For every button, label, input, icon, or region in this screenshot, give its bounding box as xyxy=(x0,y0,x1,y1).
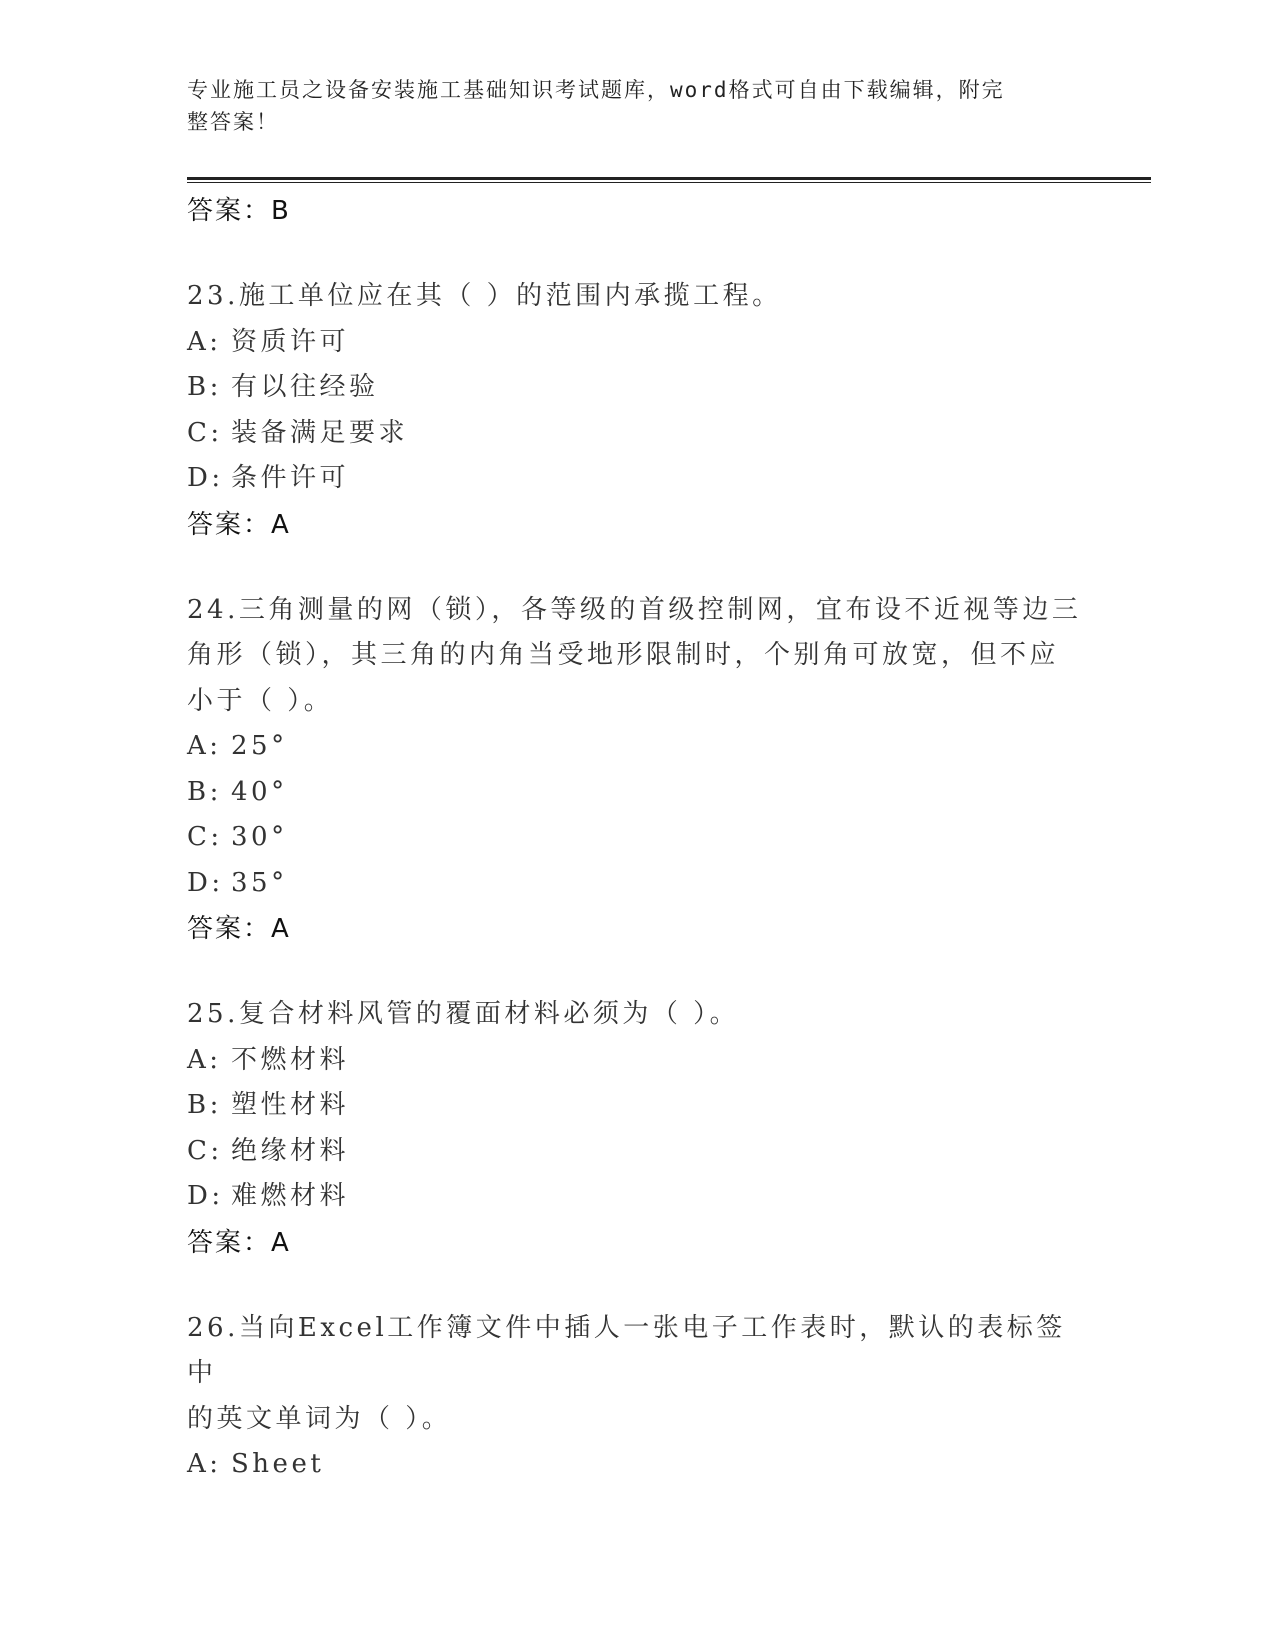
option-a xyxy=(187,1038,1087,1084)
answer-line: 答案：A xyxy=(187,914,291,944)
question-text xyxy=(187,588,1087,725)
question-text xyxy=(187,1306,1087,1443)
option-text: 35° xyxy=(231,867,288,898)
answer-line: 答案：A xyxy=(187,509,291,540)
option-b xyxy=(187,365,1087,411)
option-text: 条件许可 xyxy=(231,463,350,493)
question-24 xyxy=(187,588,1087,953)
header-divider-thin xyxy=(187,182,1151,183)
option-text: 40° xyxy=(231,776,288,807)
question-text-line: 角形（锁），其三角的内角当受地形限制时，个别角可放宽，但不应 xyxy=(187,640,1060,670)
option-b xyxy=(187,1083,1087,1129)
question-text-line: 23.施工单位应在其（ ）的范围内承揽工程。 xyxy=(187,281,782,311)
option-text: 资质许可 xyxy=(231,326,350,357)
option-a xyxy=(187,1442,1087,1488)
option-letter: A: xyxy=(187,731,222,761)
question-text-line: 25.复合材料风管的覆面材料必须为（ ）。 xyxy=(187,999,740,1029)
option-letter: A: xyxy=(187,1449,222,1479)
option-a xyxy=(187,320,1087,366)
question-text xyxy=(187,274,1087,320)
option-b xyxy=(187,770,1087,816)
question-text xyxy=(187,992,1087,1038)
question-text-line: 小于（ ）。 xyxy=(187,685,334,716)
option-c xyxy=(187,1129,1087,1175)
option-letter: B: xyxy=(187,1090,222,1120)
option-text: 装备满足要求 xyxy=(231,417,409,448)
option-text: 不燃材料 xyxy=(231,1044,350,1075)
document-header xyxy=(187,74,1067,138)
header-divider-thick xyxy=(187,177,1151,180)
option-letter: D: xyxy=(187,1181,224,1211)
option-letter: B: xyxy=(187,372,222,402)
option-letter: C: xyxy=(187,822,223,852)
header-line-1: 专业施工员之设备安装施工基础知识考试题库，word格式可自由下载编辑，附完 xyxy=(187,78,1005,102)
option-text: 难燃材料 xyxy=(231,1181,350,1211)
option-text: 塑性材料 xyxy=(231,1090,350,1120)
option-c xyxy=(187,815,1087,861)
answer-line: 答案：B xyxy=(187,196,291,226)
option-letter: B: xyxy=(187,776,222,807)
option-d xyxy=(187,456,1087,502)
header-line-2: 整答案！ xyxy=(187,110,279,134)
option-text: 30° xyxy=(231,822,288,852)
option-d xyxy=(187,1174,1087,1220)
option-text: 有以往经验 xyxy=(231,372,379,402)
question-text-line: 26.当向Excel工作簿文件中插人一张电子工作表时，默认的表标签中 xyxy=(187,1312,1066,1388)
question-23 xyxy=(187,274,1087,548)
option-letter: C: xyxy=(187,1135,223,1166)
option-text: 25° xyxy=(231,731,288,761)
option-d xyxy=(187,861,1087,907)
option-letter: A: xyxy=(187,1044,222,1075)
question-list xyxy=(187,188,1087,1488)
question-25 xyxy=(187,992,1087,1266)
option-letter: D: xyxy=(187,867,224,898)
option-letter: C: xyxy=(187,417,223,448)
option-a xyxy=(187,724,1087,770)
option-letter: A: xyxy=(187,326,222,357)
question-26 xyxy=(187,1306,1087,1488)
answer-line: 答案：A xyxy=(187,1227,291,1258)
option-text: 绝缘材料 xyxy=(231,1135,350,1166)
option-text: Sheet xyxy=(231,1449,325,1479)
option-c xyxy=(187,411,1087,457)
question-text-line: 24.三角测量的网（锁），各等级的首级控制网，宜布设不近视等边三 xyxy=(187,594,1082,625)
question-text-line: 的英文单词为（ ）。 xyxy=(187,1403,452,1434)
option-letter: D: xyxy=(187,463,224,493)
